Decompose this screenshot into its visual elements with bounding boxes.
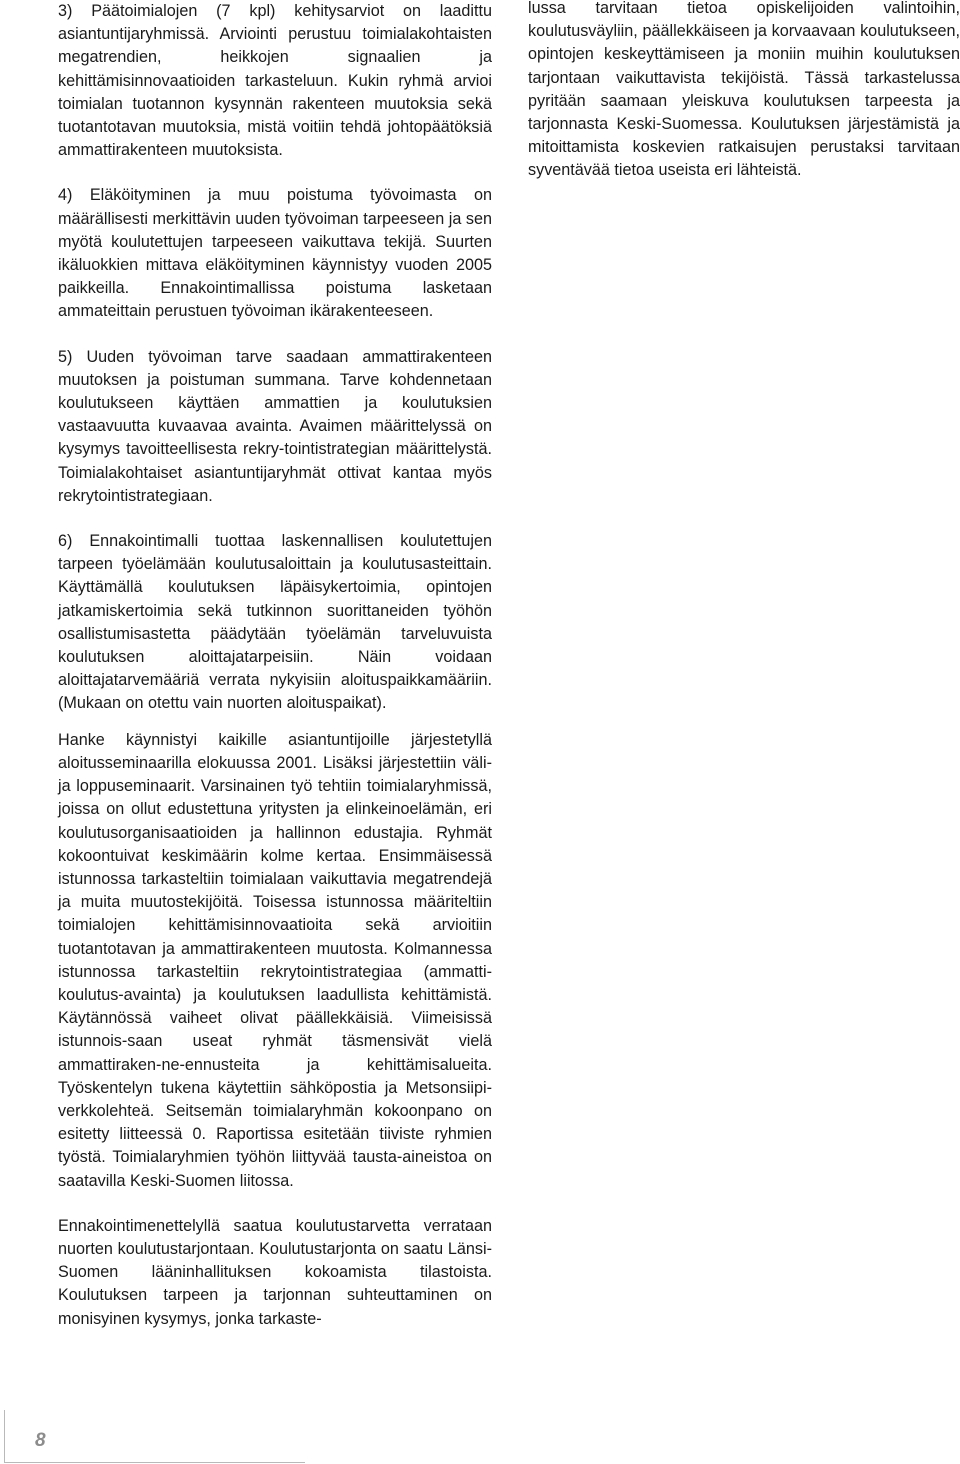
paragraph-step-6: 6) Ennakointimalli tuottaa laskennallisen koulutettujen tarpeen työelämään koulutusaloittain ja koulutusasteittain. Käyttämällä koulutuksen läpäisykertoimia, opintojen jatkamiskertoimia sekä tutkinnon suorittaneiden työhön osallistumisastetta päädytään työelämän tarveluvuista koulutuksen aloittajatarpeisiin. Näin voidaan aloittajatarvemääriä verrata nykyisiin aloituspaikkamääriin. (Mukaan on otettu vain nuorten aloituspaikat). xyxy=(58,532,492,713)
paragraph-step-4: 4) Eläköityminen ja muu poistuma työvoimasta on määrällisesti merkittävin uuden työvoiman tarpeeseen ja sen myötä koulutettujen tarpeeseen vaikuttava tekijä. Suurten ikäluokkien mittava eläköityminen käynnistyy vuoden 2005 paikkeilla. Ennakointimallissa poistuma lasketaan ammateittain perustuen työvoiman ikärakenteeseen. xyxy=(58,186,492,321)
left-column xyxy=(58,0,492,1331)
paragraph-step-5: 5) Uuden työvoiman tarve saadaan ammattirakenteen muutoksen ja poistuman summana. Tarve kohdennetaan koulutukseen käyttäen ammattien ja koulutuksien vastaavuutta kuvaavaa avainta. Avaimen määrittelyssä on kysymys tavoitteellisesta rekry-tointistrategian määrittelystä. Toimialakohtaiset asiantuntijaryhmät ottivat kantaa myös rekrytointistrategiaan. xyxy=(58,347,492,505)
page-footer xyxy=(4,1410,305,1463)
paragraph-step-3: 3) Päätoimialojen (7 kpl) kehitysarviot on laadittu asiantuntijaryhmissä. Arviointi perustuu toimialakohtaisten megatrendien, heikkojen signaalien ja kehittämisinnovaatioiden tarkasteluun. Kukin ryhmä arvioi toimialan tuotannon kysynnän rakenteen muutoksia sekä tuotantotavan muutoksia, mistä voitiin tehdä johtopäätöksiä ammattirakenteen muutoksista. xyxy=(58,2,492,160)
right-column xyxy=(528,0,960,183)
page-number: 8 xyxy=(35,1430,46,1451)
paragraph-project-start: Hanke käynnistyi kaikille asiantuntijoille järjestetyllä aloitusseminaarilla elokuussa 2001. Lisäksi järjestettiin väli- ja loppuseminaarit. Varsinainen työ tehtiin toimialaryhmissä, joissa on ollut edustettuna yritysten ja elinkeinoelämän, eri koulutusorganisaatioiden ja hallinnon edustajia. Ryhmät kokoontuivat keskimäärin kolme kertaa. Ensimmäisessä istunnossa tarkasteltiin toimialaan vaikuttavia megatrendejä ja muita muutostekijöitä. Toisessa istunnossa määriteltiin toimialojen kehittämisinnovaatioita sekä arvioitiin tuotantotavan ja ammattirakenteen muutosta. Kolmannessa istunnossa tarkasteltiin rekrytointistrategiaa (ammatti-koulutus-avainta) ja koulutuksen laadullista kehittämistä. Käytännössä vaiheet olivat päällekkäisiä. Viimeisissä istunnois-saan useat ryhmät täsmensivät vielä ammattiraken-ne-ennusteita ja kehittämisalueita. Työskentelyn tukena käytettiin sähköpostia ja Metsonsiipi-verkkolehteä. Seitsemän toimialaryhmän kokoonpano on esitetty liitteessä 0. Raportissa esitetään tiiviste ryhmien työstä. Toimialaryhmien työhön liittyvää tausta-aineistoa on saatavilla Keski-Suomen liitossa. xyxy=(58,730,492,1190)
paragraph-forecast-comparison: Ennakointimenettelyllä saatua koulutustarvetta verrataan nuorten koulutustarjontaan. Koulutustarjonta on saatu Länsi-Suomen lääninhallituksen kokoamista tilastoista. Koulutuksen tarpeen ja tarjonnan suhteuttaminen on monisyinen kysymys, jonka tarkaste- xyxy=(58,1216,492,1328)
paragraph-continuation: lussa tarvitaan tietoa opiskelijoiden valintoihin, koulutusväyliin, päällekkäiseen ja korvaavaan koulutukseen, opintojen keskeyttämiseen ja moniin muihin koulutuksen tarjontaan vaikuttavista tekijöistä. Tässä tarkastelussa pyritään saamaan yleiskuva koulutuksen tarpeesta ja tarjonnasta Keski-Suomessa. Koulutuksen järjestämistä ja mitoittamista koskevien ratkaisujen perustaksi tarvitaan syventävää tietoa useista eri lähteistä. xyxy=(528,0,960,180)
